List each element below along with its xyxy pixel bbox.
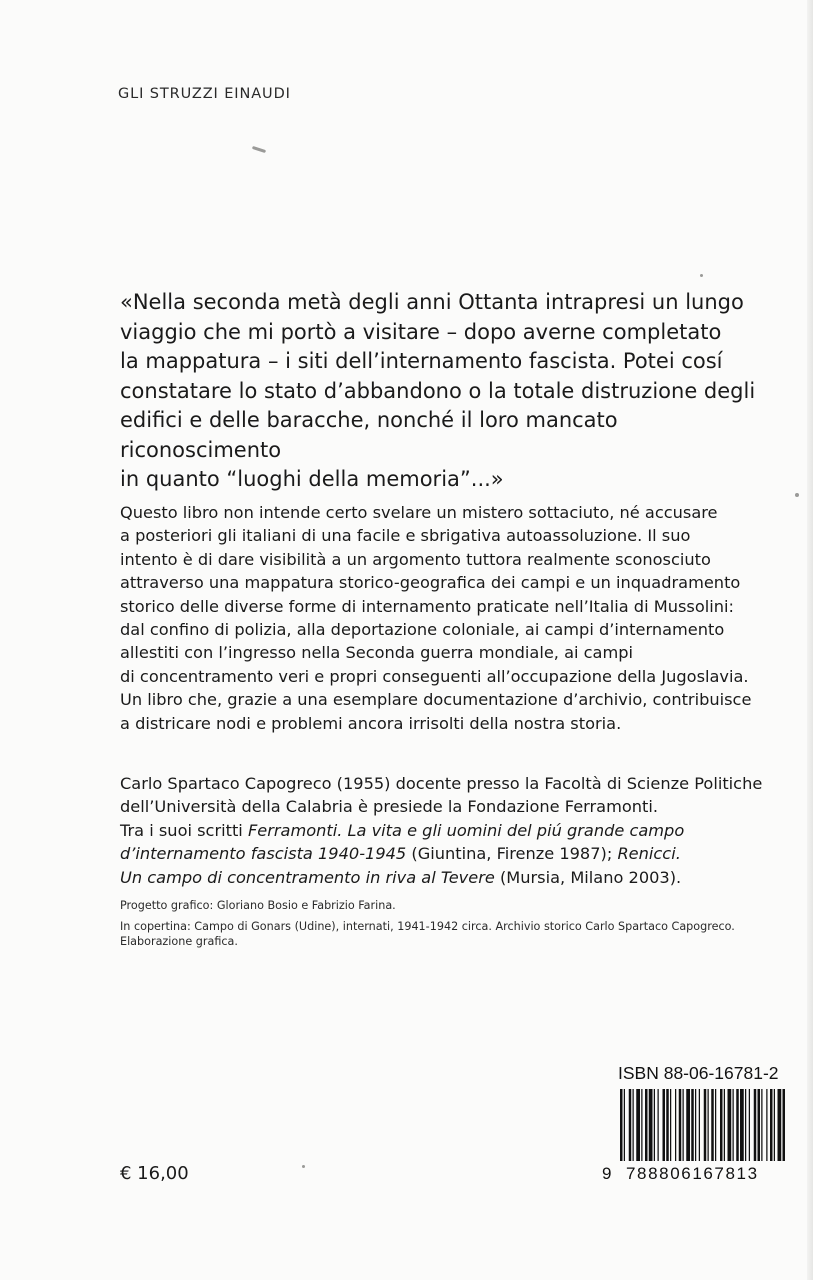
quote-line: viaggio che mi portò a visitare – dopo averne completato <box>120 319 722 344</box>
barcode-bars <box>620 1089 786 1161</box>
cover-credit: Elaborazione grafica. <box>120 935 238 948</box>
description-line: Un libro che, grazie a una esemplare documentazione d’archivio, contribuisce <box>120 690 752 710</box>
page-edge <box>807 0 813 1280</box>
author-bio-line: Carlo Spartaco Capogreco (1955) docente presso la Facoltà di Scienze Politiche <box>120 774 763 793</box>
description-line: di concentramento veri e propri conseguenti all’occupazione della Jugoslavia. <box>120 666 749 686</box>
back-cover-quote <box>120 288 780 495</box>
book-publisher: (Mursia, Milano 2003). <box>494 867 682 887</box>
author-bio <box>120 772 788 889</box>
description-line: intento è di dare visibilità a un argomento tuttora realmente sconosciuto <box>120 549 711 569</box>
cover-credit: In copertina: Campo di Gonars (Udine), internati, 1941-1942 circa. Archivio storico Carlo Spartaco Capogreco. <box>120 920 735 933</box>
works-intro: Tra i suoi scritti <box>120 820 248 840</box>
description-line: a posteriori gli italiani di una facile e sbrigativa autoassoluzione. Il suo <box>120 526 691 546</box>
ean-first-digit: 9 <box>602 1164 612 1183</box>
book-title: Renicci. <box>617 844 681 864</box>
author-works-line <box>120 819 788 842</box>
paper-speck <box>700 274 703 277</box>
quote-line: in quanto “luoghi della memoria”...» <box>120 467 504 491</box>
ean-digits: 788806167813 <box>626 1164 759 1183</box>
author-bio-line: dell’Università della Calabria è presiede la Fondazione Ferramonti. <box>120 797 659 817</box>
description-line: allestiti con l’ingresso nella Seconda guerra mondiale, ai campi <box>120 643 633 663</box>
barcode <box>600 1089 786 1187</box>
quote-line: la mappatura – i siti dell’internamento fascista. Potei cosí <box>120 349 723 373</box>
description-line: a districare nodi e problemi ancora irrisolti della nostra storia. <box>120 713 622 733</box>
price: € 16,00 <box>120 1163 189 1184</box>
series-name: GLI STRUZZI EINAUDI <box>118 86 291 102</box>
book-title: d’internamento fascista 1940-1945 <box>120 844 407 864</box>
book-description <box>120 501 788 735</box>
design-credit: Progetto grafico: Gloriano Bosio e Fabrizio Farina. <box>120 899 396 912</box>
description-line: attraverso una mappatura storico-geografica dei campi e un inquadramento <box>120 573 741 593</box>
description-line: storico delle diverse forme di internamento praticate nell’Italia di Mussolini: <box>120 596 734 616</box>
book-title: Un campo di concentramento in riva al Tevere <box>120 867 495 887</box>
credits <box>120 898 800 949</box>
isbn-label: ISBN 88-06-16781-2 <box>618 1063 779 1083</box>
author-works-line <box>120 866 788 889</box>
book-title: Ferramonti. La vita e gli uomini del piú grande campo <box>247 820 685 840</box>
paper-speck <box>302 1165 305 1168</box>
quote-line: constatare lo stato d’abbandono o la totale distruzione degli <box>120 378 756 403</box>
quote-line: «Nella seconda metà degli anni Ottanta intrapresi un lungo <box>120 290 744 314</box>
description-line: dal confino di polizia, alla deportazione coloniale, ai campi d’internamento <box>120 620 725 640</box>
paper-speck <box>795 493 799 497</box>
description-line: Questo libro non intende certo svelare un mistero sottaciuto, né accusare <box>120 503 718 522</box>
quote-line: edifici e delle baracche, nonché il loro mancato riconoscimento <box>120 408 618 462</box>
paper-speck <box>252 146 266 153</box>
book-publisher: (Giuntina, Firenze 1987); <box>406 844 618 864</box>
author-works-line <box>120 842 788 865</box>
